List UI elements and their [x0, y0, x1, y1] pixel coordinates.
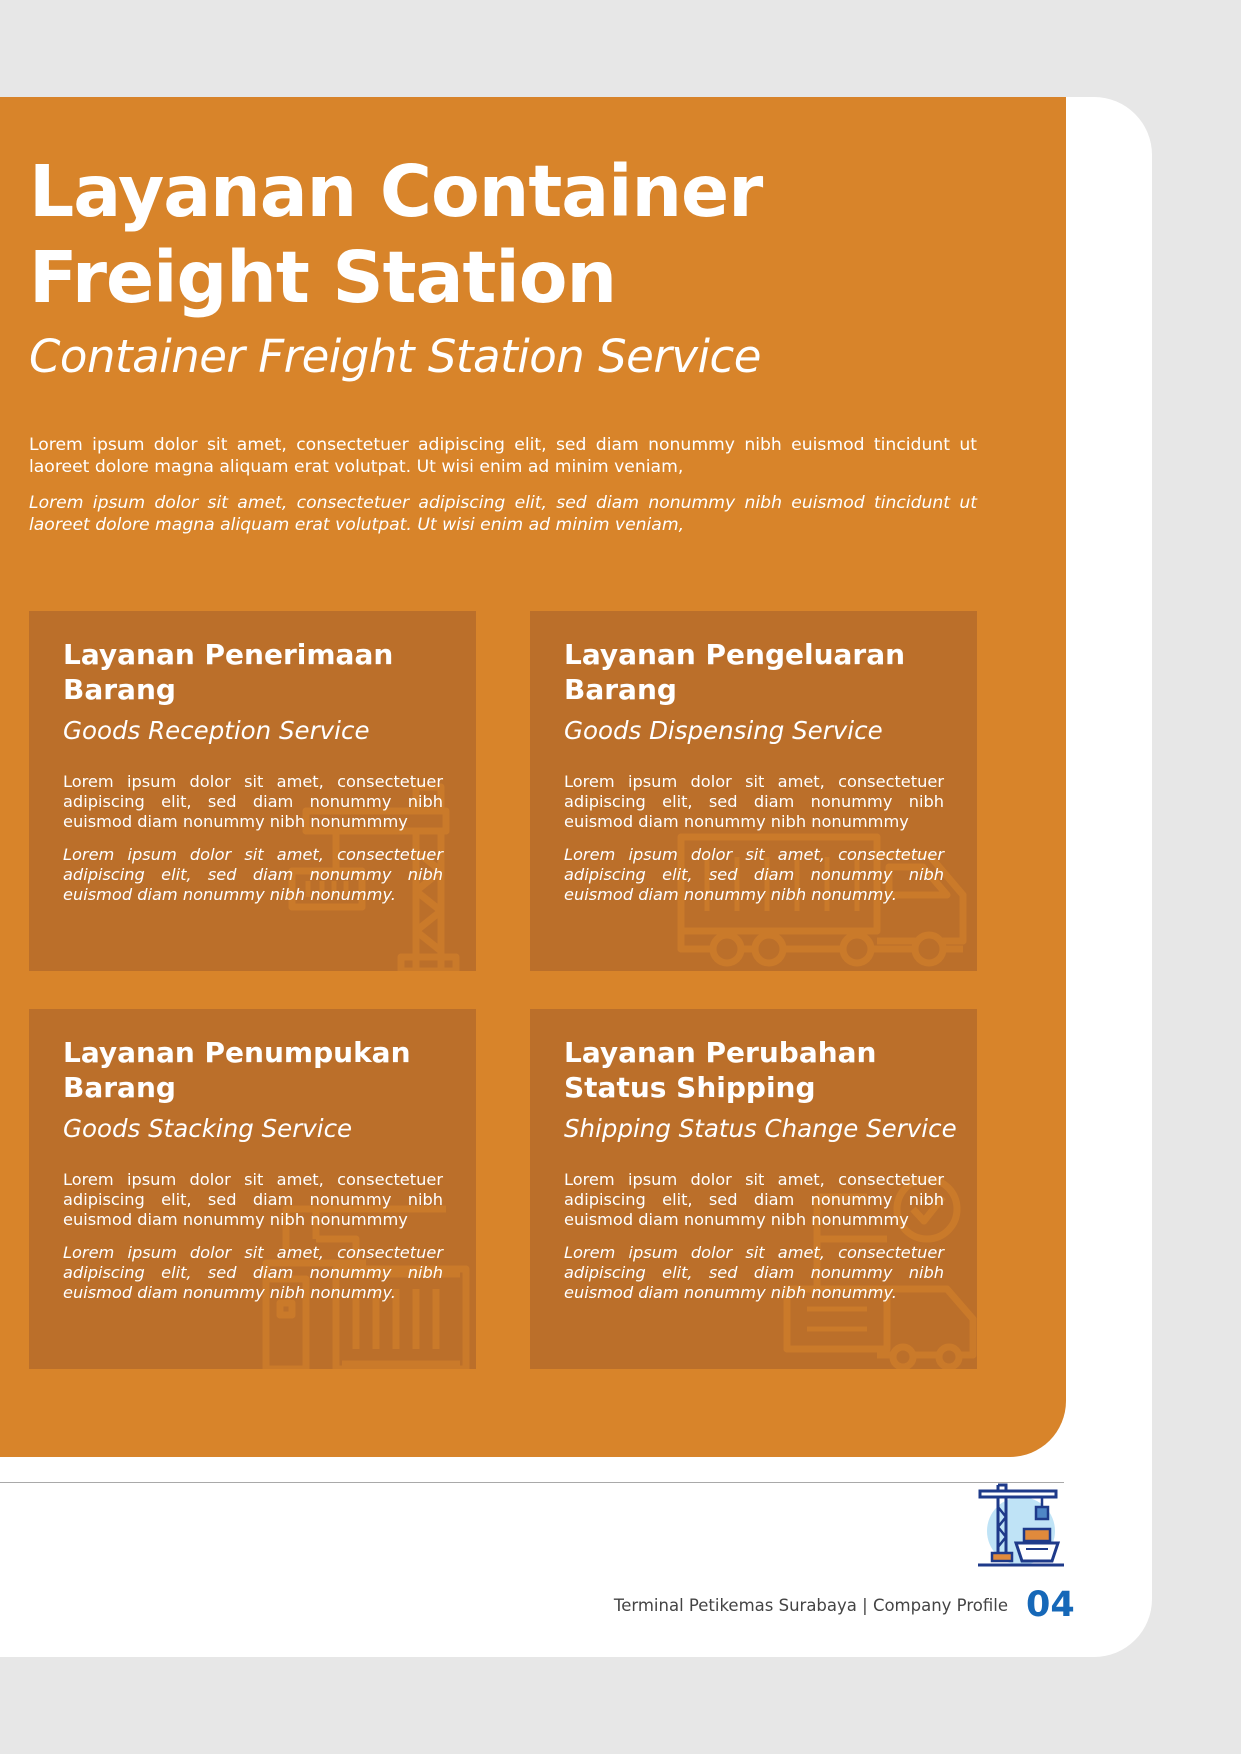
- intro-paragraph-translation: Lorem ipsum dolor sit amet, consectetuer adipiscing elit, sed diam nonummy nibh euismod tincidunt ut laoreet dolore magna aliquam erat volutpat. Ut wisi enim ad minim veniam,: [29, 493, 977, 535]
- service-card-dispensing: [530, 611, 977, 971]
- card-title: Layanan Penerimaan Barang: [63, 638, 394, 706]
- hero-panel: [0, 97, 1066, 1457]
- page-title: Layanan Container Freight Station: [29, 150, 763, 319]
- card-body: Lorem ipsum dolor sit amet, consectetuer adipiscing elit, sed diam nonummy nibh euismod diam nonummy nibh nonummmy: [564, 1170, 944, 1229]
- intro-paragraph: Lorem ipsum dolor sit amet, consectetuer adipiscing elit, sed diam nonummy nibh euismod tincidunt ut laoreet dolore magna aliquam erat volutpat. Ut wisi enim ad minim veniam,: [29, 435, 977, 477]
- card-body: Lorem ipsum dolor sit amet, consectetuer adipiscing elit, sed diam nonummy nibh euismod diam nonummy nibh nonummmy: [564, 772, 944, 831]
- card-body-translation: Lorem ipsum dolor sit amet, consectetuer adipiscing elit, sed diam nonummy nibh euismod diam nonummy nibh nonummy.: [63, 1243, 443, 1302]
- card-title: Layanan Perubahan Status Shipping: [564, 1036, 877, 1104]
- service-card-stacking: [29, 1009, 476, 1369]
- card-subtitle: Goods Dispensing Service: [564, 716, 883, 745]
- page: [0, 97, 1152, 1657]
- card-body: Lorem ipsum dolor sit amet, consectetuer adipiscing elit, sed diam nonummy nibh euismod diam nonummy nibh nonummmy: [63, 1170, 443, 1229]
- service-card-reception: [29, 611, 476, 971]
- port-crane-ship-icon: [976, 1483, 1066, 1567]
- card-subtitle: Goods Stacking Service: [63, 1114, 353, 1143]
- page-subtitle: Container Freight Station Service: [29, 330, 761, 383]
- card-title: Layanan Penumpukan Barang: [63, 1036, 411, 1104]
- card-body-translation: Lorem ipsum dolor sit amet, consectetuer adipiscing elit, sed diam nonummy nibh euismod diam nonummy nibh nonummy.: [63, 845, 443, 904]
- card-title: Layanan Pengeluaran Barang: [564, 638, 906, 706]
- footer-divider: [0, 1482, 1064, 1483]
- footer-text: Terminal Petikemas Surabaya | Company Profile: [613, 1596, 1008, 1615]
- page-number: 04: [1026, 1585, 1075, 1625]
- card-body: Lorem ipsum dolor sit amet, consectetuer adipiscing elit, sed diam nonummy nibh euismod diam nonummy nibh nonummmy: [63, 772, 443, 831]
- card-subtitle: Goods Reception Service: [63, 716, 370, 745]
- service-card-shipping-status: [530, 1009, 977, 1369]
- card-subtitle: Shipping Status Change Service: [564, 1114, 957, 1143]
- card-body-translation: Lorem ipsum dolor sit amet, consectetuer adipiscing elit, sed diam nonummy nibh euismod diam nonummy nibh nonummy.: [564, 1243, 944, 1302]
- card-body-translation: Lorem ipsum dolor sit amet, consectetuer adipiscing elit, sed diam nonummy nibh euismod diam nonummy nibh nonummy.: [564, 845, 944, 904]
